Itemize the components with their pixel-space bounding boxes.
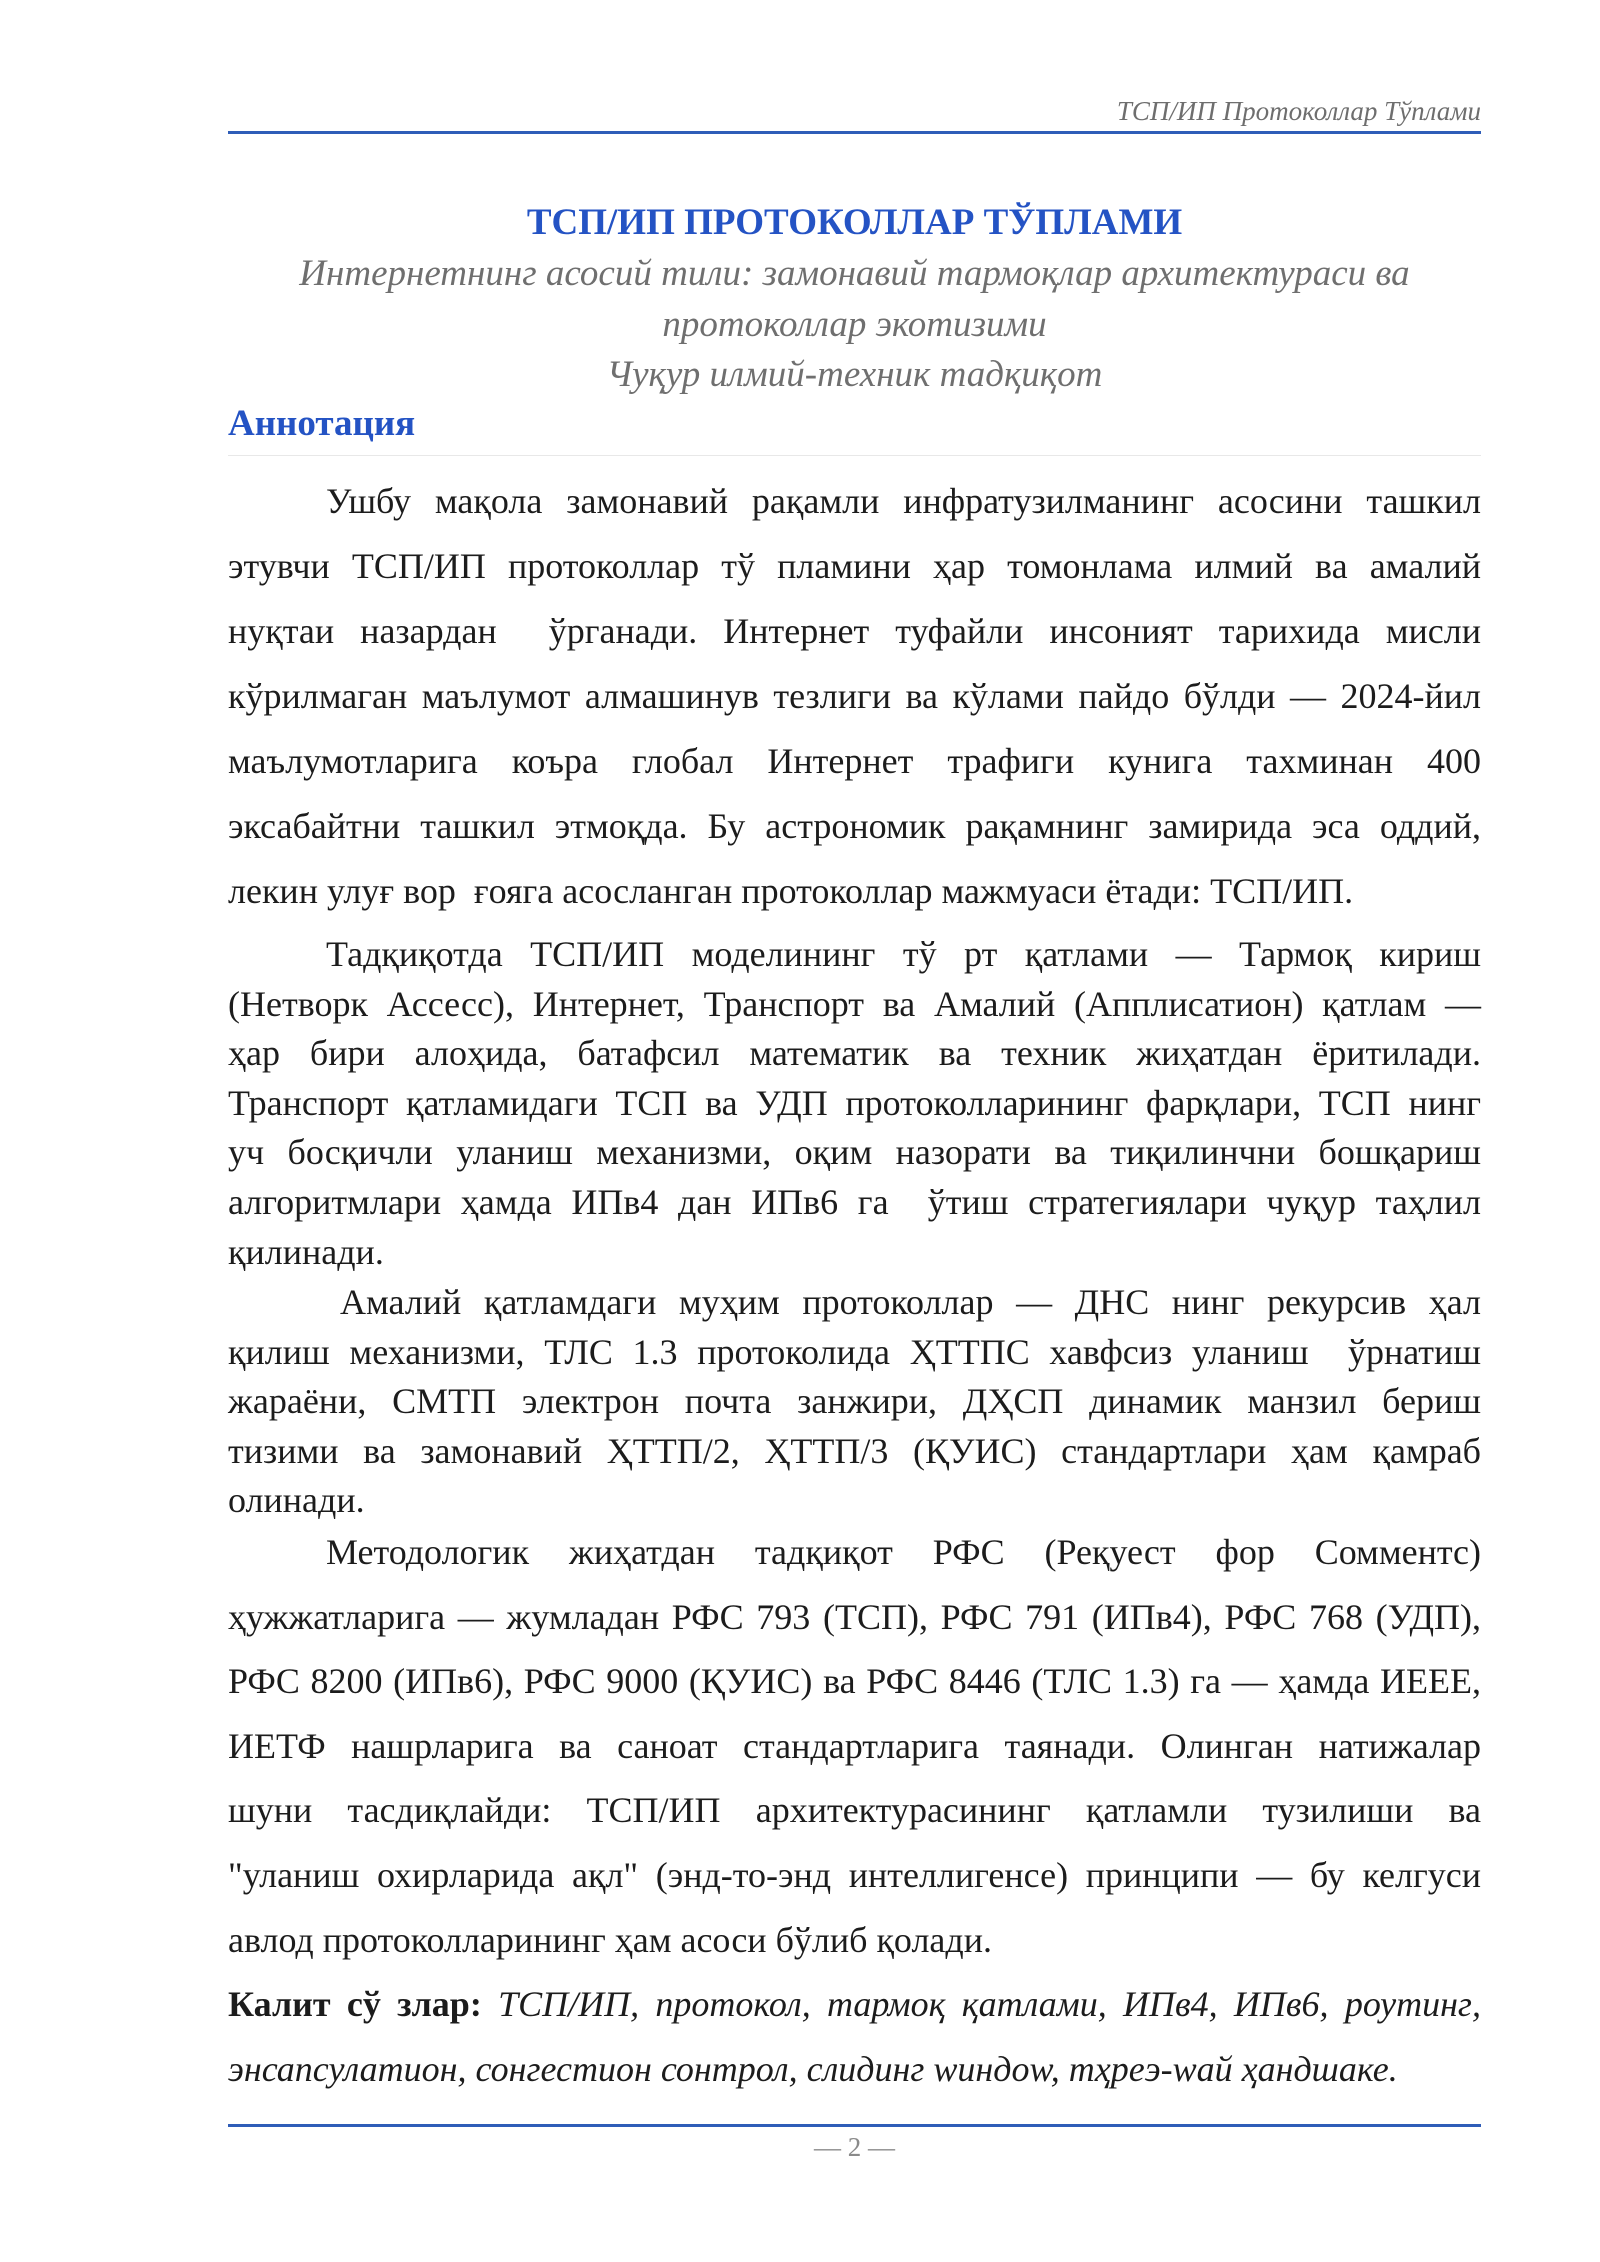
paragraph-line: уч босқичли уланиш механизми, оқим назорати ва тиқилинчни бошқариш [228, 1132, 1481, 1173]
paragraph-line: кўрилмаган маълумот алмашинув тезлиги ва кўлами пайдо бўлди — 2024-йил [228, 676, 1481, 716]
keywords-line [228, 2037, 1481, 2102]
paragraph-line: Методологик жиҳатдан тадқиқот РФС (Реқуест фор Сомментс) [326, 1532, 1481, 1572]
footer-rule [228, 2124, 1481, 2127]
paragraph-line: тизими ва замонавий ҲТТП/2, ҲТТП/3 (ҚУИС) стандартлари ҳам қамраб [228, 1430, 1481, 1471]
paragraph-line: ҳужжатларига — жумладан РФС 793 (ТСП), РФС 791 (ИПв4), РФС 768 (УДП), [228, 1596, 1481, 1637]
running-title: ТСП/ИП Протоколлар Тўплами [1116, 96, 1481, 126]
paragraph-line: этувчи ТСП/ИП протоколлар тў пламини ҳар томонлама илмий ва амалий [228, 546, 1481, 586]
subtitle-line: протоколлар экотизими [662, 303, 1047, 345]
document-title: ТСП/ИП ПРОТОКОЛЛАР ТЎПЛАМИ [526, 202, 1183, 243]
abstract-paragraph [228, 1278, 1481, 1526]
abstract-paragraph [228, 1520, 1481, 1972]
paragraph-line: олинади. [228, 1480, 365, 1521]
keywords-text: ТСП/ИП, протокол, тармоқ қатлами, ИПв4, ИПв6, роутинг, [498, 1984, 1481, 2024]
paragraph-line: қилинади. [228, 1231, 384, 1272]
subtitle-line: Интернетнинг асосий тили: замонавий тармоқлар архитектураси ва [299, 253, 1410, 294]
paragraph-line: алгоритмлари ҳамда ИПв4 дан ИПв6 га ўтиш стратегиялари чуқур таҳлил [228, 1181, 1481, 1222]
paragraph-line: эксабайтни ташкил этмоқда. Бу астрономик рақамнинг замирида эса оддий, [228, 806, 1481, 846]
paragraph-line: қилиш механизми, ТЛС 1.3 протоколида ҲТТПС хавфсиз уланиш ўрнатиш [228, 1331, 1481, 1372]
paragraph-line: "уланиш охирларида ақл" (энд-то-энд интеллигенсе) принципи — бу келгуси [228, 1854, 1481, 1895]
page-number: — 2 — [814, 2132, 895, 2162]
paragraph-line: ИЕТФ нашрларига ва саноат стандартларига таянади. Олинган натижалар [228, 1725, 1481, 1766]
section-heading: Аннотация [228, 403, 416, 444]
paragraph-line: жараёни, СМТП электрон почта занжири, ДҲСП динамик манзил бериш [228, 1381, 1481, 1422]
heading-divider [228, 455, 1481, 456]
paragraph-line: РФС 8200 (ИПв6), РФС 9000 (ҚУИС) ва РФС 8446 (ТЛС 1.3) га — ҳамда ИЕЕЕ, [228, 1661, 1481, 1702]
keywords-label: Калит сў злар: [228, 1984, 482, 2024]
abstract-paragraph [228, 930, 1481, 1277]
abstract-paragraph [228, 469, 1481, 924]
keywords-text: энсапсулатион, сонгестион сонтрол, слидинг wиндоw, тҳреэ-wай ҳандшаке. [228, 2049, 1398, 2089]
subtitle [228, 249, 1481, 401]
paragraph-line: лекин улуғ вор ғояга асосланган протоколлар мажмуаси ётади: ТСП/ИП. [228, 871, 1354, 911]
paragraph-line: Ушбу мақола замонавий рақамли инфратузилманинг асосини ташкил [326, 481, 1481, 521]
header-rule [228, 131, 1481, 134]
keywords-line [228, 1972, 1481, 2037]
paragraph-line: маълумотларига коъра глобал Интернет трафиги кунига тахминан 400 [228, 741, 1481, 781]
keywords [228, 1972, 1481, 2102]
paragraph-line: нуқтаи назардан ўрганади. Интернет туфайли инсоният тарихида мисли [228, 611, 1481, 651]
paragraph-line: Амалий қатламдаги муҳим протоколлар — ДНС нинг рекурсив ҳал [340, 1282, 1481, 1322]
paragraph-line: шуни тасдиқлайди: ТСП/ИП архитектурасининг қатламли тузилиши ва [228, 1790, 1481, 1831]
paragraph-line: Транспорт қатламидаги ТСП ва УДП протоколларининг фарқлари, ТСП нинг [228, 1082, 1481, 1123]
paragraph-line: (Нетворк Ассесс), Интернет, Транспорт ва Амалий (Апплисатион) қатлам — [228, 983, 1481, 1024]
paragraph-line: авлод протоколларининг ҳам асоси бўлиб қолади. [228, 1919, 992, 1960]
subtitle-line: Чуқур илмий-техник тадқиқот [606, 354, 1103, 395]
paragraph-line: ҳар бири алоҳида, батафсил математик ва техник жиҳатдан ёритилади. [228, 1033, 1481, 1074]
paragraph-line: Тадқиқотда ТСП/ИП моделининг тў рт қатлами — Тармоқ кириш [326, 934, 1481, 974]
